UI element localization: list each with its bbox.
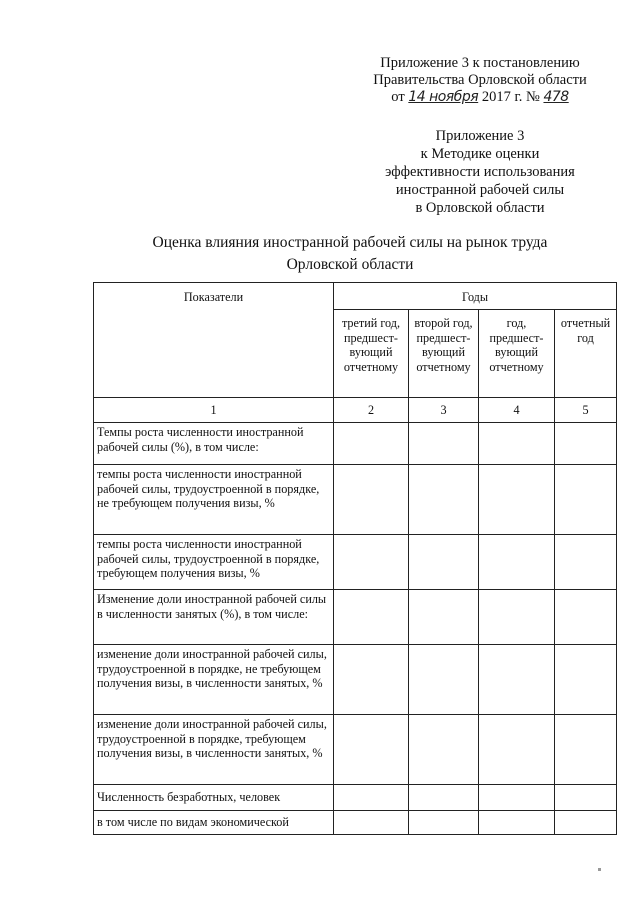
assessment-table [93, 282, 617, 835]
table-row [94, 785, 617, 811]
table-number-row [94, 398, 617, 423]
year-text: 2017 г. № [481, 89, 540, 105]
table-cell [479, 715, 555, 785]
table-cell [555, 465, 617, 535]
row-label: Темпы роста численности иностранной рабочей силы (%), в том числе: [94, 423, 334, 465]
table-cell [479, 423, 555, 465]
table-cell [334, 465, 409, 535]
handwritten-date: 14 ноября [408, 89, 479, 105]
table-row [94, 590, 617, 645]
methodology-appendix-header [360, 127, 600, 217]
table-cell [555, 423, 617, 465]
sub-header-line: эффективности использования [385, 164, 575, 180]
table-cell [334, 590, 409, 645]
row-label: темпы роста численности иностранной рабочей силы, трудоустроенной в порядке, не требующем получения визы, % [94, 465, 334, 535]
table-cell [409, 811, 479, 835]
col-number: 2 [334, 398, 409, 423]
table-cell [334, 785, 409, 811]
table-row [94, 645, 617, 715]
table-cell [409, 590, 479, 645]
table-cell [555, 535, 617, 590]
table-cell [555, 811, 617, 835]
header-line-1: Приложение 3 к постановлению [380, 55, 580, 71]
table-cell [555, 590, 617, 645]
table-cell [409, 465, 479, 535]
col-number: 3 [409, 398, 479, 423]
table-cell [555, 715, 617, 785]
table-cell [479, 535, 555, 590]
table-row [94, 811, 617, 835]
table-cell [334, 715, 409, 785]
table-cell [409, 535, 479, 590]
row-label: изменение доли иностранной рабочей силы, трудоустроенной в порядке, требующем получения визы, в численности занятых, % [94, 715, 334, 785]
handwritten-number: 478 [543, 89, 569, 105]
table-cell [409, 715, 479, 785]
header-line-date [360, 89, 600, 106]
document-title [90, 232, 610, 276]
col-number: 4 [479, 398, 555, 423]
sub-header-line: в Орловской области [415, 200, 545, 216]
row-label: изменение доли иностранной рабочей силы, трудоустроенной в порядке, не требующем получения визы, в численности занятых, % [94, 645, 334, 715]
col-number: 5 [555, 398, 617, 423]
table-cell [409, 645, 479, 715]
table-cell [409, 785, 479, 811]
table-cell [555, 785, 617, 811]
row-label: Изменение доли иностранной рабочей силы в численности занятых (%), в том числе: [94, 590, 334, 645]
table-row [94, 423, 617, 465]
header-line-2: Правительства Орловской области [373, 72, 587, 88]
year-col-second-prior: второй год, предшест-вующий отчетному [409, 310, 479, 398]
header-years: Годы [334, 283, 617, 310]
resolution-header [360, 55, 600, 106]
sub-header-line: иностранной рабочей силы [395, 182, 565, 198]
table-cell [409, 423, 479, 465]
table-cell [334, 811, 409, 835]
table-cell [334, 645, 409, 715]
table-cell [479, 645, 555, 715]
col-number: 1 [94, 398, 334, 423]
table-row [94, 465, 617, 535]
sub-header-line: Приложение 3 [435, 128, 525, 144]
table-cell [334, 423, 409, 465]
year-col-third-prior: третий год, предшест-вующий отчетному [334, 310, 409, 398]
table-cell [479, 811, 555, 835]
table-cell [555, 645, 617, 715]
year-col-prior: год, предшест-вующий отчетному [479, 310, 555, 398]
table-cell [479, 590, 555, 645]
row-label: темпы роста численности иностранной рабочей силы, трудоустроенной в порядке, требующем получения визы, % [94, 535, 334, 590]
from-prefix: от [391, 89, 405, 105]
table-row [94, 715, 617, 785]
row-label: в том числе по видам экономической [94, 811, 334, 835]
title-line-2: Орловской области [286, 256, 414, 273]
row-label: Численность безработных, человек [94, 785, 334, 811]
table-row [94, 535, 617, 590]
year-col-reporting: отчетный год [555, 310, 617, 398]
scan-speck [598, 868, 601, 871]
table-header-row [94, 283, 617, 310]
title-line-1: Оценка влияния иностранной рабочей силы на рынок труда [152, 234, 548, 251]
table-cell [334, 535, 409, 590]
sub-header-line: к Методике оценки [420, 146, 540, 162]
table-cell [479, 465, 555, 535]
table-cell [479, 785, 555, 811]
header-indicators: Показатели [94, 283, 334, 398]
